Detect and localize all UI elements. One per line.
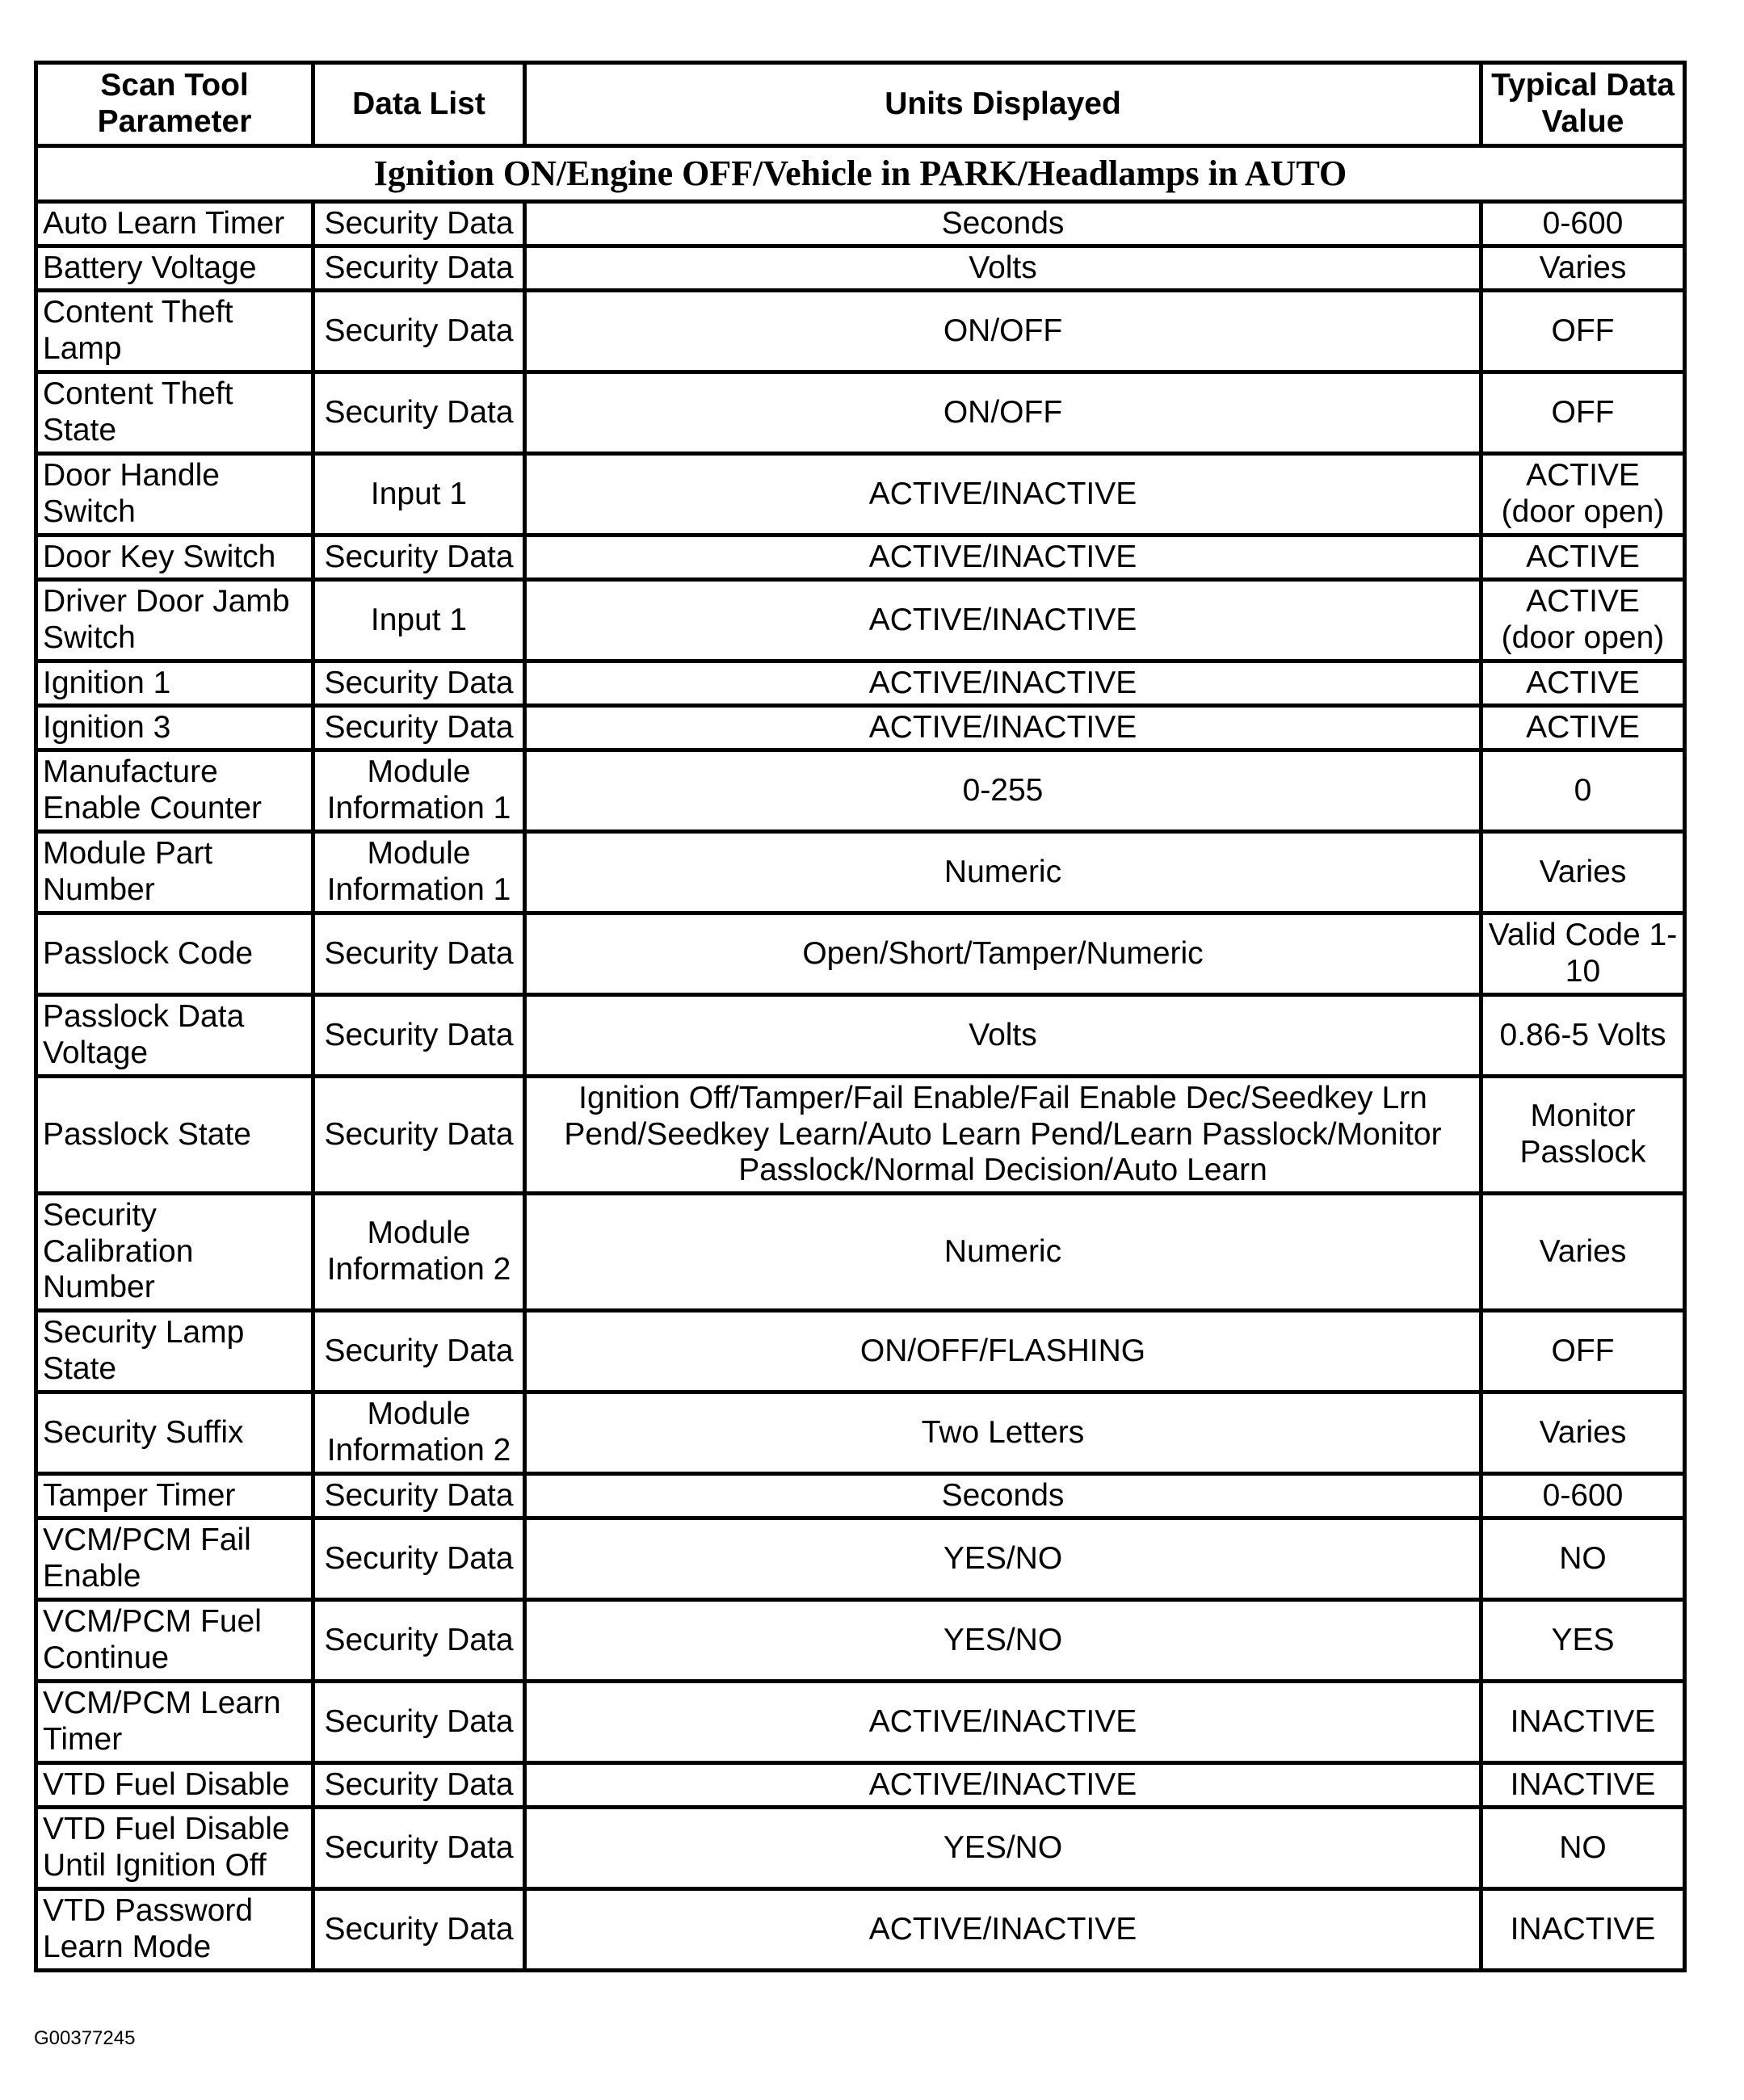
typical-value-cell: 0.86-5 Volts xyxy=(1481,995,1685,1077)
units-cell: ACTIVE/INACTIVE xyxy=(525,1682,1481,1763)
units-cell: ACTIVE/INACTIVE xyxy=(525,580,1481,662)
scan-tool-data-table xyxy=(34,61,1687,1972)
typical-value-cell: 0 xyxy=(1481,750,1685,832)
data-list-cell: Security Data xyxy=(313,1808,525,1889)
data-list-cell: Security Data xyxy=(313,1600,525,1682)
table-row xyxy=(36,706,1685,750)
table-row xyxy=(36,832,1685,914)
typical-value-cell: ACTIVE (door open) xyxy=(1481,454,1685,536)
param-cell: VCM/PCM Learn Timer xyxy=(36,1682,313,1763)
table-row xyxy=(36,1518,1685,1600)
section-row xyxy=(36,146,1685,202)
column-header-units: Units Displayed xyxy=(525,63,1481,146)
table-row xyxy=(36,536,1685,580)
table-row xyxy=(36,1600,1685,1682)
table-row xyxy=(36,1889,1685,1971)
units-cell: Two Letters xyxy=(525,1392,1481,1474)
figure-id: G00377245 xyxy=(34,2027,136,2049)
typical-value-cell: Varies xyxy=(1481,1194,1685,1311)
table-row xyxy=(36,914,1685,995)
table-row xyxy=(36,995,1685,1077)
typical-value-cell: ACTIVE xyxy=(1481,706,1685,750)
data-list-cell: Module Information 1 xyxy=(313,832,525,914)
data-list-cell: Input 1 xyxy=(313,580,525,662)
table-row xyxy=(36,1474,1685,1518)
typical-value-cell: YES xyxy=(1481,1600,1685,1682)
typical-value-cell: OFF xyxy=(1481,372,1685,454)
table-row xyxy=(36,1077,1685,1194)
units-cell: Seconds xyxy=(525,1474,1481,1518)
data-list-cell: Module Information 2 xyxy=(313,1392,525,1474)
table-row xyxy=(36,662,1685,706)
param-cell: Tamper Timer xyxy=(36,1474,313,1518)
units-cell: ACTIVE/INACTIVE xyxy=(525,662,1481,706)
units-cell: YES/NO xyxy=(525,1808,1481,1889)
typical-value-cell: ACTIVE xyxy=(1481,536,1685,580)
param-cell: Security Lamp State xyxy=(36,1311,313,1392)
data-list-cell: Security Data xyxy=(313,914,525,995)
data-list-cell: Security Data xyxy=(313,246,525,291)
column-header-data-list: Data List xyxy=(313,63,525,146)
typical-value-cell: INACTIVE xyxy=(1481,1889,1685,1971)
typical-value-cell: INACTIVE xyxy=(1481,1682,1685,1763)
units-cell: Numeric xyxy=(525,1194,1481,1311)
table-row xyxy=(36,580,1685,662)
column-header-typical-value: Typical Data Value xyxy=(1481,63,1685,146)
typical-value-cell: ACTIVE xyxy=(1481,662,1685,706)
typical-value-cell: NO xyxy=(1481,1518,1685,1600)
typical-value-cell: Varies xyxy=(1481,1392,1685,1474)
typical-value-cell: Varies xyxy=(1481,246,1685,291)
param-cell: Manufacture Enable Counter xyxy=(36,750,313,832)
data-list-cell: Security Data xyxy=(313,536,525,580)
table-row xyxy=(36,1763,1685,1808)
units-cell: ACTIVE/INACTIVE xyxy=(525,536,1481,580)
typical-value-cell: OFF xyxy=(1481,1311,1685,1392)
units-cell: ACTIVE/INACTIVE xyxy=(525,1889,1481,1971)
units-cell: ACTIVE/INACTIVE xyxy=(525,454,1481,536)
data-list-cell: Security Data xyxy=(313,372,525,454)
units-cell: ACTIVE/INACTIVE xyxy=(525,1763,1481,1808)
table-row xyxy=(36,1682,1685,1763)
typical-value-cell: NO xyxy=(1481,1808,1685,1889)
units-cell: Open/Short/Tamper/Numeric xyxy=(525,914,1481,995)
units-cell: ACTIVE/INACTIVE xyxy=(525,706,1481,750)
param-cell: Content Theft State xyxy=(36,372,313,454)
data-list-cell: Input 1 xyxy=(313,454,525,536)
data-list-cell: Security Data xyxy=(313,1311,525,1392)
units-cell: Numeric xyxy=(525,832,1481,914)
param-cell: Passlock Data Voltage xyxy=(36,995,313,1077)
param-cell: VTD Fuel Disable xyxy=(36,1763,313,1808)
param-cell: Auto Learn Timer xyxy=(36,202,313,246)
typical-value-cell: Valid Code 1-10 xyxy=(1481,914,1685,995)
param-cell: Content Theft Lamp xyxy=(36,291,313,372)
data-list-cell: Security Data xyxy=(313,706,525,750)
param-cell: VCM/PCM Fail Enable xyxy=(36,1518,313,1600)
units-cell: ON/OFF xyxy=(525,291,1481,372)
param-cell: Module Part Number xyxy=(36,832,313,914)
table-row xyxy=(36,1392,1685,1474)
table-row xyxy=(36,1311,1685,1392)
units-cell: YES/NO xyxy=(525,1600,1481,1682)
param-cell: VTD Password Learn Mode xyxy=(36,1889,313,1971)
data-list-cell: Security Data xyxy=(313,1077,525,1194)
data-list-cell: Module Information 1 xyxy=(313,750,525,832)
param-cell: Door Key Switch xyxy=(36,536,313,580)
units-cell: ON/OFF/FLASHING xyxy=(525,1311,1481,1392)
param-cell: Battery Voltage xyxy=(36,246,313,291)
typical-value-cell: 0-600 xyxy=(1481,1474,1685,1518)
column-header-parameter: Scan Tool Parameter xyxy=(36,63,313,146)
typical-value-cell: OFF xyxy=(1481,291,1685,372)
header-row xyxy=(36,63,1685,146)
typical-value-cell: Monitor Passlock xyxy=(1481,1077,1685,1194)
typical-value-cell: INACTIVE xyxy=(1481,1763,1685,1808)
table-row xyxy=(36,1194,1685,1311)
units-cell: Volts xyxy=(525,246,1481,291)
data-list-cell: Security Data xyxy=(313,1474,525,1518)
table-row xyxy=(36,246,1685,291)
data-list-cell: Security Data xyxy=(313,291,525,372)
table-row xyxy=(36,454,1685,536)
param-cell: VTD Fuel Disable Until Ignition Off xyxy=(36,1808,313,1889)
data-list-cell: Security Data xyxy=(313,1518,525,1600)
table-row xyxy=(36,1808,1685,1889)
data-list-cell: Security Data xyxy=(313,1889,525,1971)
units-cell: YES/NO xyxy=(525,1518,1481,1600)
typical-value-cell: ACTIVE (door open) xyxy=(1481,580,1685,662)
section-title: Ignition ON/Engine OFF/Vehicle in PARK/Headlamps in AUTO xyxy=(36,146,1685,202)
table-row xyxy=(36,202,1685,246)
param-cell: Ignition 3 xyxy=(36,706,313,750)
data-list-cell: Security Data xyxy=(313,1682,525,1763)
units-cell: 0-255 xyxy=(525,750,1481,832)
units-cell: Volts xyxy=(525,995,1481,1077)
param-cell: VCM/PCM Fuel Continue xyxy=(36,1600,313,1682)
units-cell: ON/OFF xyxy=(525,372,1481,454)
param-cell: Passlock Code xyxy=(36,914,313,995)
data-list-cell: Security Data xyxy=(313,995,525,1077)
table-row xyxy=(36,291,1685,372)
typical-value-cell: Varies xyxy=(1481,832,1685,914)
data-list-cell: Security Data xyxy=(313,662,525,706)
typical-value-cell: 0-600 xyxy=(1481,202,1685,246)
table-row xyxy=(36,372,1685,454)
table-row xyxy=(36,750,1685,832)
data-list-cell: Security Data xyxy=(313,1763,525,1808)
param-cell: Passlock State xyxy=(36,1077,313,1194)
units-cell: Ignition Off/Tamper/Fail Enable/Fail Enable Dec/Seedkey Lrn Pend/Seedkey Learn/Auto Learn Pend/Learn Passlock/Monitor Passlock/Normal Decision/Auto Learn xyxy=(525,1077,1481,1194)
param-cell: Driver Door Jamb Switch xyxy=(36,580,313,662)
param-cell: Ignition 1 xyxy=(36,662,313,706)
param-cell: Security Suffix xyxy=(36,1392,313,1474)
data-list-cell: Module Information 2 xyxy=(313,1194,525,1311)
data-list-cell: Security Data xyxy=(313,202,525,246)
units-cell: Seconds xyxy=(525,202,1481,246)
param-cell: Security Calibration Number xyxy=(36,1194,313,1311)
param-cell: Door Handle Switch xyxy=(36,454,313,536)
